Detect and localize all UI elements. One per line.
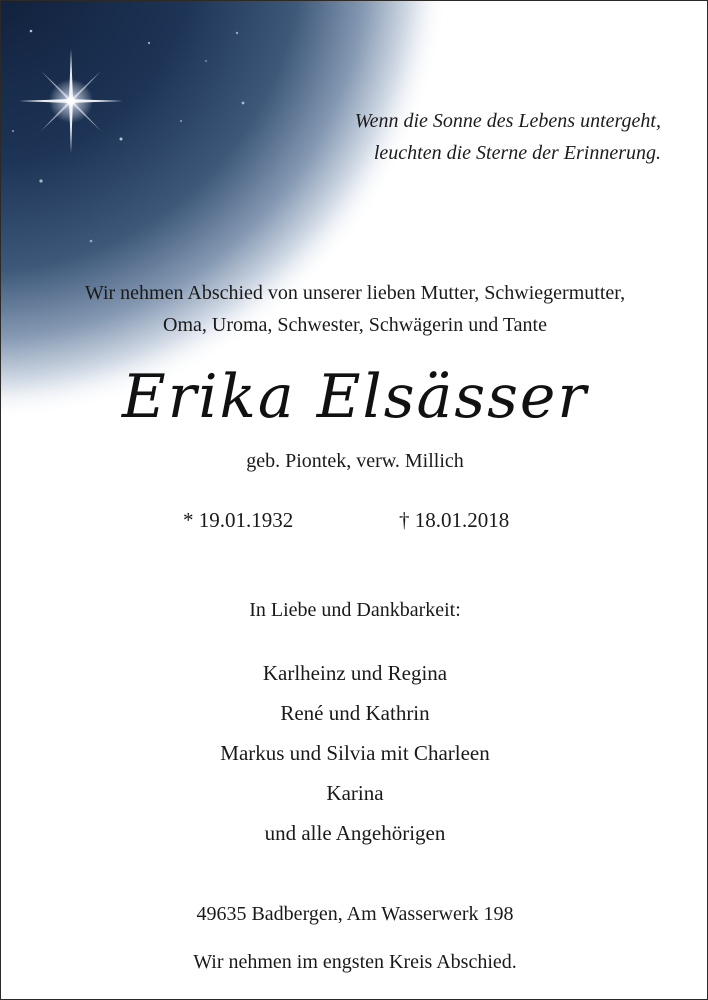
- closing-note: Wir nehmen im engsten Kreis Abschied.: [193, 951, 517, 973]
- mourner-entry: Karina: [326, 781, 384, 805]
- mourner-entry: René und Kathrin: [280, 701, 430, 725]
- death-date: † 18.01.2018: [399, 508, 510, 532]
- birth-date: * 19.01.1932: [183, 508, 294, 532]
- thanks-heading: In Liebe und Dankbarkeit:: [249, 599, 461, 621]
- memorial-quote: [355, 105, 661, 169]
- deceased-name: Erika Elsässer: [121, 362, 589, 432]
- mourners-list: [1, 653, 708, 853]
- intro-line: Oma, Uroma, Schwester, Schwägerin und Tante: [163, 314, 547, 336]
- mourner-entry: Markus und Silvia mit Charleen: [220, 741, 490, 765]
- address: 49635 Badbergen, Am Wasserwerk 198: [196, 903, 514, 925]
- birth-name: geb. Piontek, verw. Millich: [246, 450, 464, 472]
- intro-line: Wir nehmen Abschied von unserer lieben Mutter, Schwiegermutter,: [84, 282, 626, 304]
- farewell-intro: [1, 277, 708, 341]
- mourner-entry: und alle Angehörigen: [264, 821, 446, 845]
- mourner-entry: Karlheinz und Regina: [262, 661, 448, 685]
- quote-line: Wenn die Sonne des Lebens untergeht,: [354, 110, 661, 132]
- quote-line: leuchten die Sterne der Erinnerung.: [373, 142, 661, 164]
